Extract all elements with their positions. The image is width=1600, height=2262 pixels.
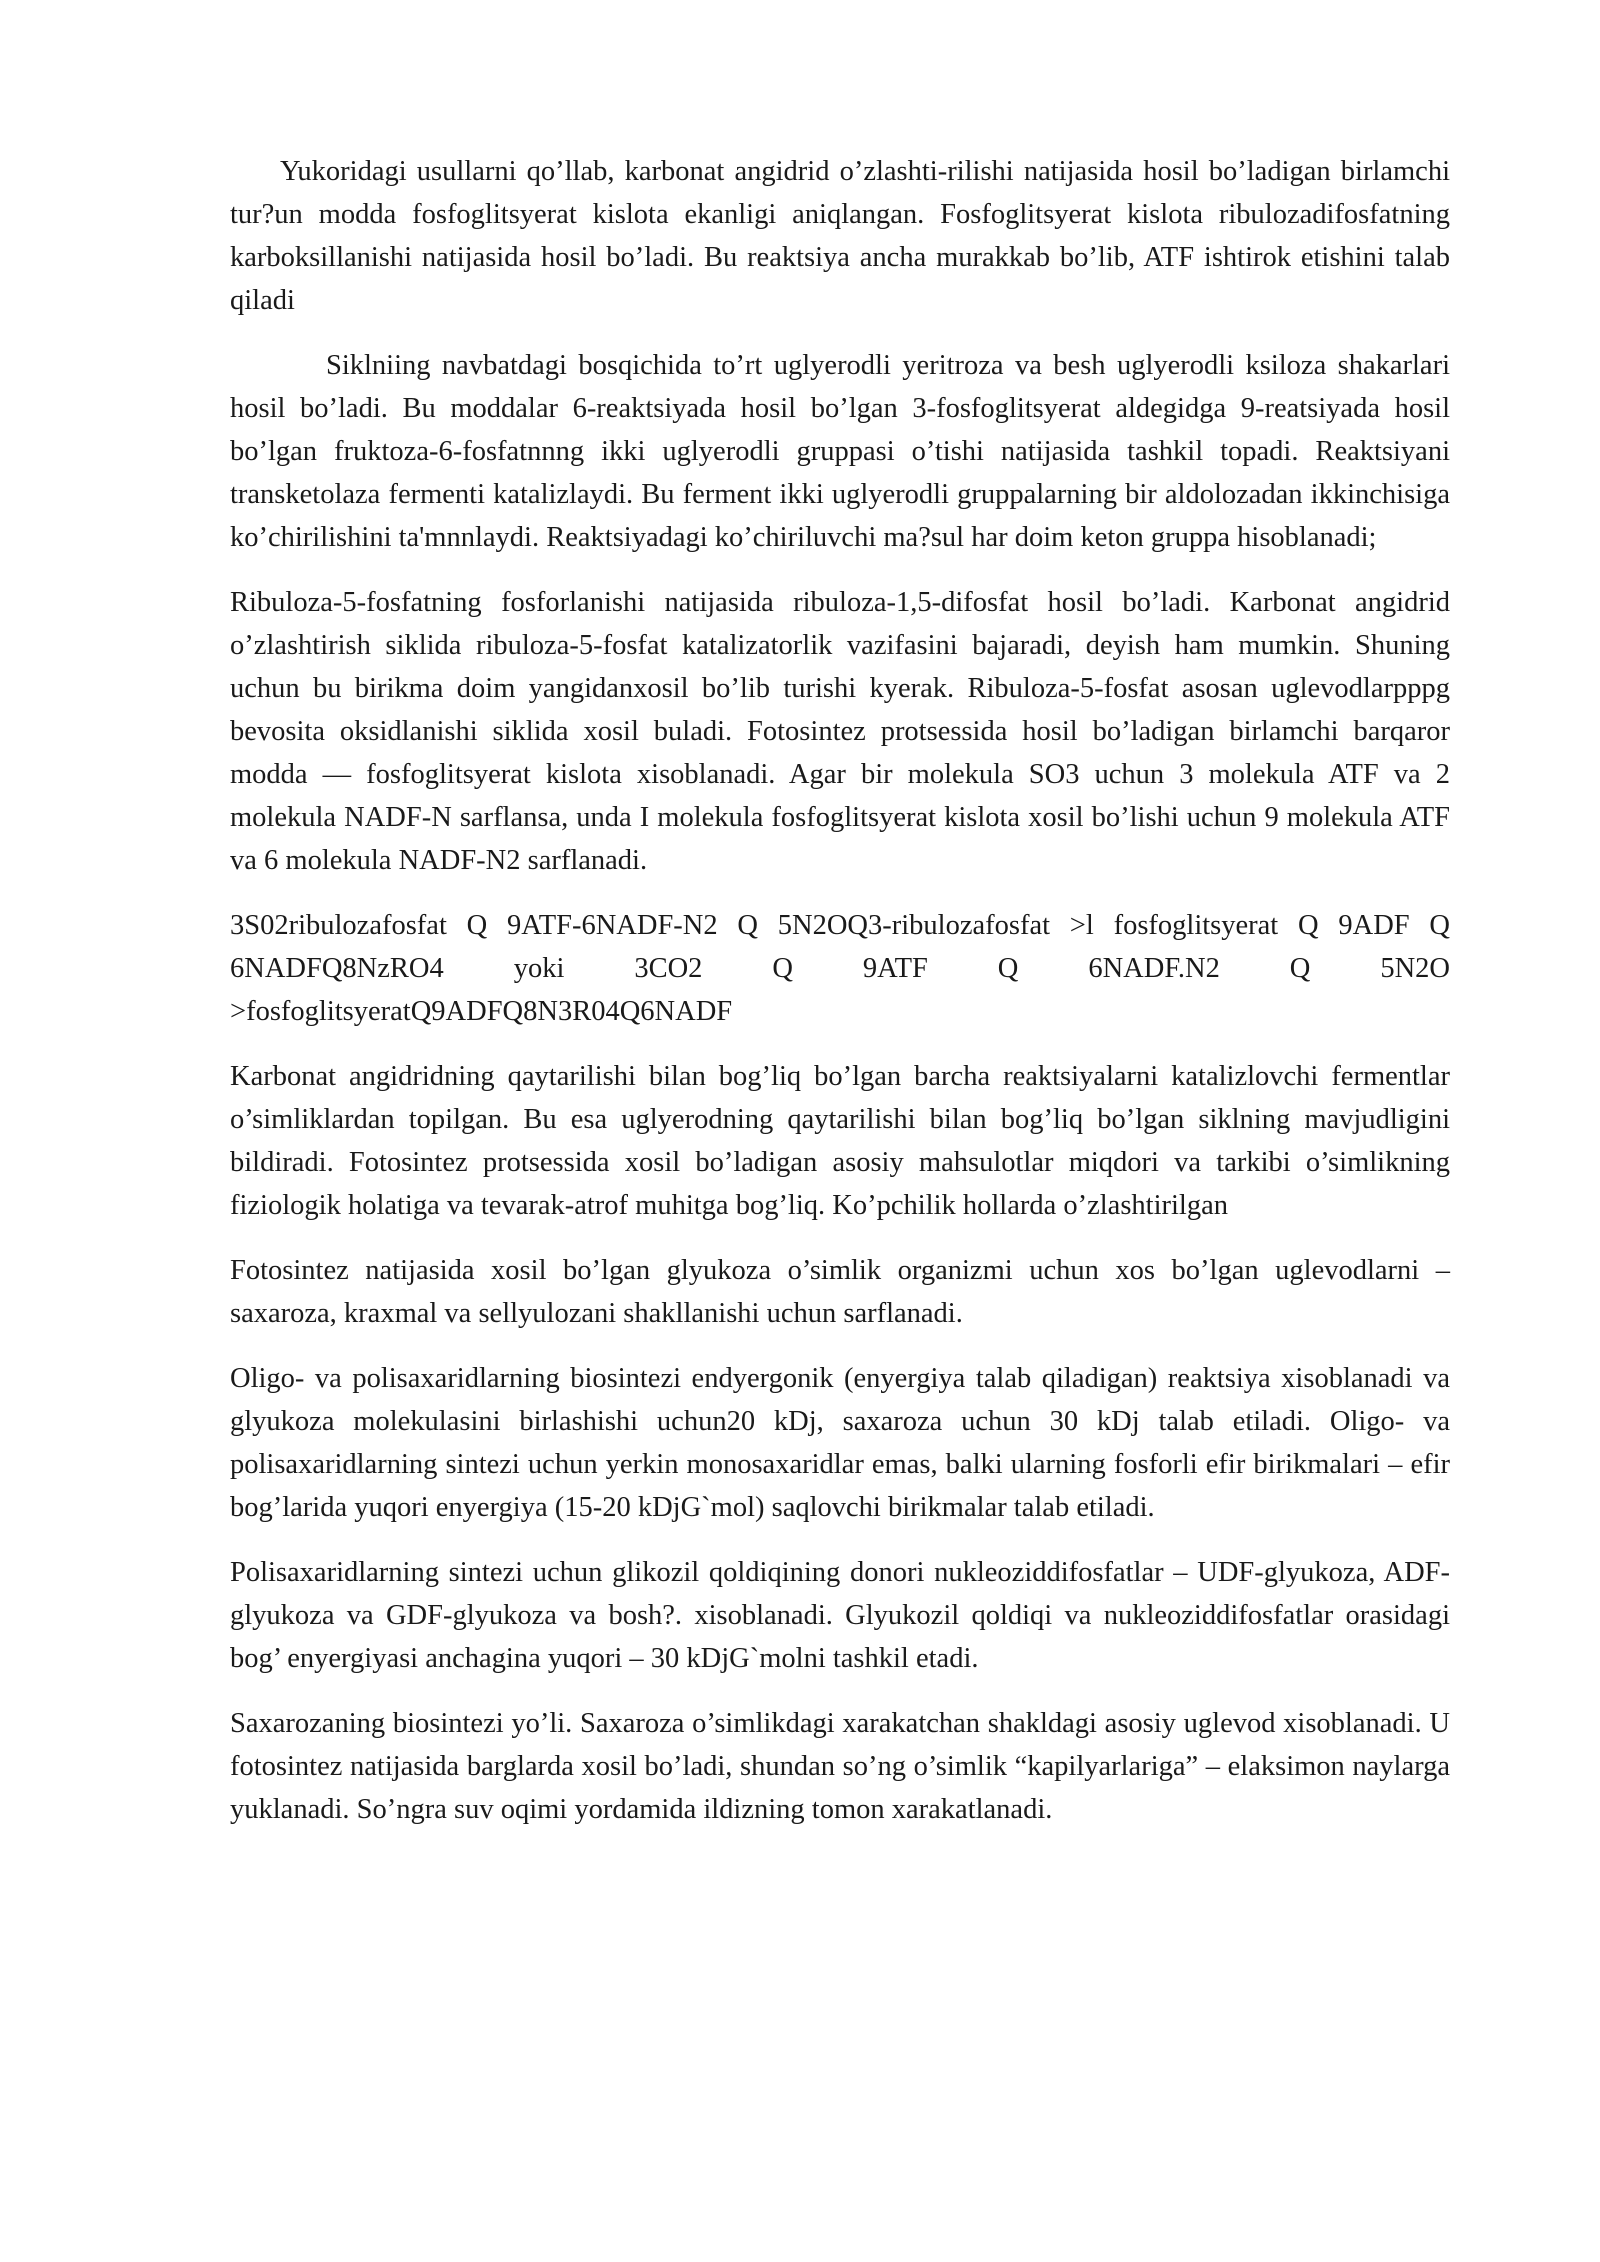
paragraph-2: Siklniing navbatdagi bosqichida to’rt uglyerodli yeritroza va besh uglyerodli ksiloza shakarlari hosil bo’ladi. Bu moddalar 6-reaktsiyada hosil bo’lgan 3-fosfoglitsyerat aldegidga 9-reatsiyada hosil bo’lgan fruktoza-6-fosfatnnng ikki uglyerodli gruppasi o’tishi natijasida tashkil topadi. Reaktsiyani transketolaza fermenti katalizlaydi. Bu ferment ikki uglyerodli gruppalarning bir aldolozadan ikkinchisiga ko’chirilishini ta'mnnlaydi. Reaktsiyadagi ko’chiriluvchi ma?sul har doim keton gruppa hisoblanadi; (230, 350, 1450, 553)
paragraph-5: Karbonat angidridning qaytarilishi bilan bog’liq bo’lgan barcha reaktsiyalarni katalizlovchi fermentlar o’simliklardan topilgan. Bu esa uglyerodning qaytarilishi bilan bog’liq bo’lgan siklning mavjudligini bildiradi. Fotosintez protsessida xosil bo’ladigan asosiy mahsulotlar miqdori va tarkibi o’simlikning fiziologik holatiga va tevarak-atrof muhitga bog’liq. Ko’pchilik hollarda o’zlashtirilgan (230, 1061, 1450, 1221)
paragraph-3: Ribuloza-5-fosfatning fosforlanishi natijasida ribuloza-1,5-difosfat hosil bo’ladi. Karbonat angidrid o’zlashtirish siklida ribuloza-5-fosfat katalizatorlik vazifasini bajaradi, deyish ham mumkin. Shuning uchun bu birikma doim yangidanxosil bo’lib turishi kyerak. Ribuloza-5-fosfat asosan uglevodlarpppg bevosita oksidlanishi siklida xosil buladi. Fotosintez protsessida hosil bo’ladigan birlamchi barqaror modda — fosfoglitsyerat kislota xisoblanadi. Agar bir molekula SO3 uchun 3 molekula ATF va 2 molekula NADF-N sarflansa, unda I molekula fosfoglitsyerat kislota xosil bo’lishi uchun 9 molekula ATF va 6 molekula NADF-N2 sarflanadi. (230, 587, 1450, 876)
paragraph-6: Fotosintez natijasida xosil bo’lgan glyukoza o’simlik organizmi uchun xos bo’lgan uglevodlarni – saxaroza, kraxmal va sellyulozani shakllanishi uchun sarflanadi. (230, 1255, 1450, 1329)
paragraph-7: Oligo- va polisaxaridlarning biosintezi endyergonik (enyergiya talab qiladigan) reaktsiya xisoblanadi va glyukoza molekulasini birlashishi uchun20 kDj, saxaroza uchun 30 kDj talab etiladi. Oligo- va polisaxaridlarning sintezi uchun yerkin monosaxaridlar emas, balki ularning fosforli efir birikmalari – efir bog’larida yuqori enyergiya (15-20 kDjG`mol) saqlovchi birikmalar talab etiladi. (230, 1363, 1450, 1523)
paragraph-1: Yukoridagi usullarni qo’llab, karbonat angidrid o’zlashti-rilishi natijasida hosil bo’ladigan birlamchi tur?un modda fosfoglitsyerat kislota ekanligi aniqlangan. Fosfoglitsyerat kislota ribulozadifosfatning karboksillanishi natijasida hosil bo’ladi. Bu reaktsiya ancha murakkab bo’lib, ATF ishtirok etishini talab qiladi (230, 156, 1450, 316)
paragraph-4-formula: 3S02ribulozafosfat Q 9ATF-6NADF-N2 Q 5N2OQ3-ribulozafosfat >l fosfoglitsyerat Q 9ADF Q 6NADFQ8NzRO4 yoki 3CO2 Q 9ATF Q 6NADF.N2 Q 5N2O >fosfoglitsyeratQ9ADFQ8N3R04Q6NADF (230, 910, 1450, 1027)
paragraph-9: Saxarozaning biosintezi yo’li. Saxaroza o’simlikdagi xarakatchan shakldagi asosiy uglevod xisoblanadi. U fotosintez natijasida barglarda xosil bo’ladi, shundan so’ng o’simlik “kapilyarlariga” – elaksimon naylarga yuklanadi. So’ngra suv oqimi yordamida ildizning tomon xarakatlanadi. (230, 1708, 1450, 1825)
paragraph-8: Polisaxaridlarning sintezi uchun glikozil qoldiqining donori nukleoziddifosfatlar – UDF-glyukoza, ADF-glyukoza va GDF-glyukoza va bosh?. xisoblanadi. Glyukozil qoldiqi va nukleoziddifosfatlar orasidagi bog’ enyergiyasi anchagina yuqori – 30 kDjG`molni tashkil etadi. (230, 1557, 1450, 1674)
document-page (230, 150, 1450, 1853)
